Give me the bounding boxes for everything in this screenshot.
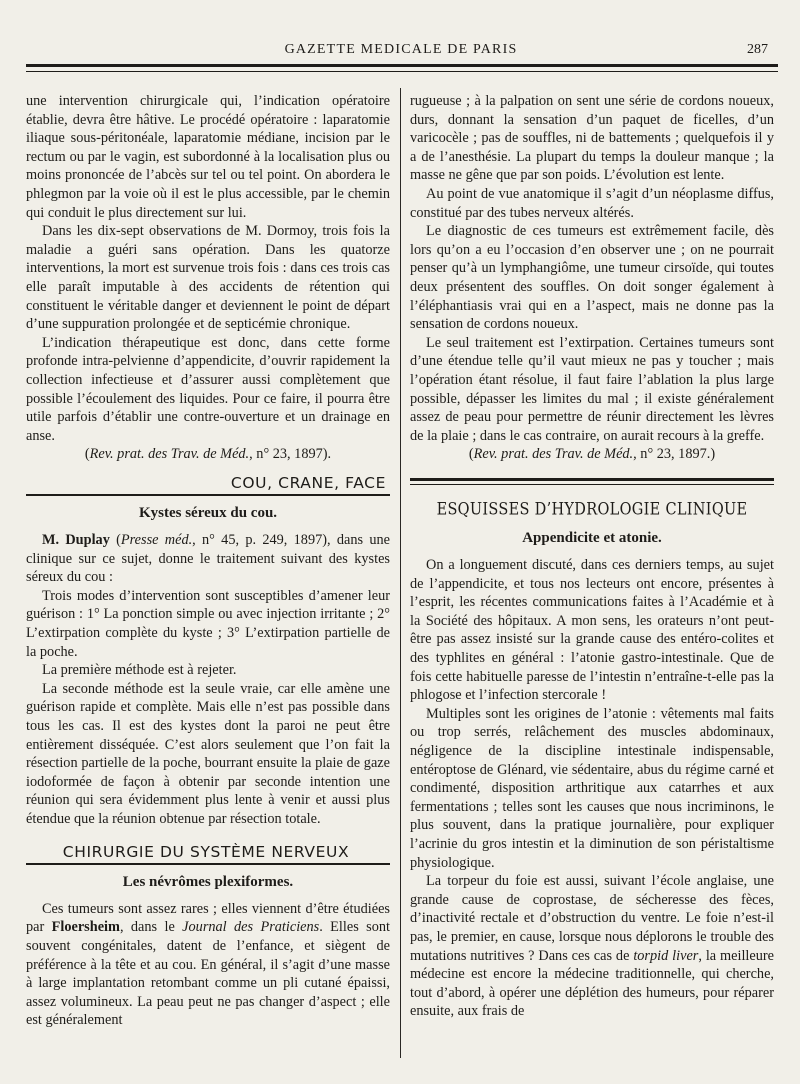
paragraph: Au point de vue anatomique il s’agit d’un néoplasme diffus, constitué par des tubes nerveux altérés. [410,185,774,221]
author-name: Floersheim [51,919,120,936]
header-rule [26,64,778,67]
right-column [410,92,774,1021]
citation: (Rev. prat. des Trav. de Méd., n° 23, 1897.) [468,446,716,463]
section-heading: ESQUISSES D’HYDROLOGIE CLINIQUE [436,500,748,520]
paragraph: On a longuement discuté, dans ces derniers temps, au sujet de l’appendicite, et tous nos lecteurs ont encore, présentes à l’esprit, les récentes communications faites à l’Académie et à la Société des hôpitaux. A mon sens, les orateurs n’ont peut-être pas assez insisté sur la grande cause des entéro-colites et des typhlites en général : l’atonie gastro-intestinale. Que de fois cette habituelle paresse de l’intestin n’entraîne-t-elle pas la phlogose et l’infection stercorale ! [410,557,774,704]
author-name: M. Duplay [42,532,110,549]
paragraph: rugueuse ; à la palpation on sent une série de cordons noueux, durs, donnant la sensation d’un paquet de ficelles, d’un varicocèle ; pas de souffles, ni de battements ; quelquefois il y a de l’anesthésie. La plupart du temps la douleur manque ; la masse ne gêne que par son poids. L’évolution est lente. [410,93,774,184]
paragraph: Ces tumeurs sont assez rares ; elles viennent d’être étudiées par Floersheim, dans le Journal des Praticiens. Elles sont souvent congénitales, datent de l’enfance, et siègent de préférence à la tête et au cou. En général, il s’agit d’une masse à large implantation retombant comme un pli cutané épaissi, assez volumineux. La peau peut ne pas changer d’aspect ; elle est généralement [26,900,390,1029]
article-title: Appendicite et atonie. [522,530,662,547]
paragraph: M. Duplay (Presse méd., n° 45, p. 249, 1897), dans une clinique sur ce sujet, donne le traitement suivant des kystes séreux du cou : [26,532,390,586]
paragraph: une intervention chirurgicale qui, l’indication opératoire établie, devra être hâtive. Le procédé opératoire : laparatomie iliaque sous-péritonéale, laparatomie médiane, incision par le rectum ou par le vagin, est subordonné à la localisation plus ou moins prononcée de l’abcès sur tel ou tel point. On abordera le phlegmon par la voie où il est le plus accessible, par le chemin qui conduit le plus directement sur lui. [26,93,390,221]
running-header [26,42,776,64]
section-heading: COU, CRANE, FACE [26,474,390,497]
section-rule [410,478,774,485]
header-rule-thin [26,71,778,72]
left-column [26,92,390,1030]
paragraph: La première méthode est à rejeter. [42,662,237,679]
paragraph: La seconde méthode est la seule vraie, car elle amène une guérison rapide et complète. Mais elle n’est pas possible dans tous les cas. Il est des kystes dont la paroi ne peut être entièrement disséquée. C’est alors seulement que l’on fait la résection partielle de la poche, bourrant ensuite la plaie de gaze iodoformée de façon à obtenir par seconde intention une réunion qui sera évidemment plus lente à venir et aussi plus étendue que la réunion obtenue par résection totale. [26,680,390,827]
citation: (Rev. prat. des Trav. de Méd., n° 23, 1897). [84,446,332,463]
section-heading: CHIRURGIE DU SYSTÈME NERVEUX [26,843,390,866]
paragraph: Trois modes d’intervention sont susceptibles d’amener leur guérison : 1° La ponction simple ou avec injection irritante ; 2° L’extirpation complète du kyste ; 3° L’extirpation partielle de la poche. [26,587,390,660]
paragraph: L’indication thérapeutique est donc, dans cette forme profonde intra-pelvienne d’appendicite, d’ouvrir rapidement la collection infectieuse et d’assurer aussi complètement que possible l’écoulement des liquides. Pour ce faire, il pourra être utile parfois d’établir une contre-ouverture et un drainage en anse. [26,334,390,444]
article-title: Les névrômes plexiformes. [122,874,294,891]
column-separator [400,88,401,1058]
paragraph: Multiples sont les origines de l’atonie : vêtements mal faits ou trop serrés, relâchement des muscles abdominaux, négligence de la discipline intestinale indispensable, entéroptose de Glénard, vie sédentaire, abus du régime carné et condimenté, disposition arthritique aux catarrhes et aux fermentations ; telles sont les causes que nous incriminons, le plus souvent, dans la pratique journalière, pour expliquer l’acrinie du gros intestin et la diminution de son péristaltisme physiologique. [410,705,774,871]
journal-title: GAZETTE MEDICALE DE PARIS [284,42,518,57]
article-title: Kystes séreux du cou. [138,505,278,522]
paragraph: La torpeur du foie est aussi, suivant l’école anglaise, une grande cause de coprostase, de sécheresse des fèces, d’inactivité rectale et d’obstruction du ventre. Le foie n’est-il pas, le premier, en cause, lorsque nous déplorons le trouble des mutations nutritives ? Dans ces cas de torpid liver, la meilleure médecine est encore la médecine traditionnelle, qui cherche, tout d’abord, à opérer une déplétion des humeurs, pour réparer ensuite, aux frais de [410,873,774,1020]
paragraph: Le seul traitement est l’extirpation. Certaines tumeurs sont d’une étendue telle qu’il vaut mieux ne pas y toucher ; mais l’opération étant résolue, il faut faire l’ablation la plus large possible, dépasser les limites du mal ; il existe généralement assez de peau pour permettre de réunir directement les lèvres de la plaie ; dans le cas contraire, on aurait recours à la greffe. [410,334,774,444]
paragraph: Le diagnostic de ces tumeurs est extrêmement facile, dès lors qu’on a eu l’occasion d’en observer une ; on ne pourrait penser qu’à un lymphangiôme, une tumeur cirsoïde, qui toutes deux présentent des souffles. On doit songer également à l’éléphantiasis vrai qui en a l’aspect, mais ne donne pas la sensation de cordons noueux. [410,223,774,333]
page-number: 287 [747,42,768,57]
paragraph: Dans les dix-sept observations de M. Dormoy, trois fois la maladie a guéri sans opération. Dans les quatorze interventions, la mort est survenue trois fois : dans ces trois cas elle paraît imputable à des accidents de rétention qui constituent le véritable danger et deviennent le point de départ d’une suppuration prolongée et de septicémie chronique. [26,223,390,333]
